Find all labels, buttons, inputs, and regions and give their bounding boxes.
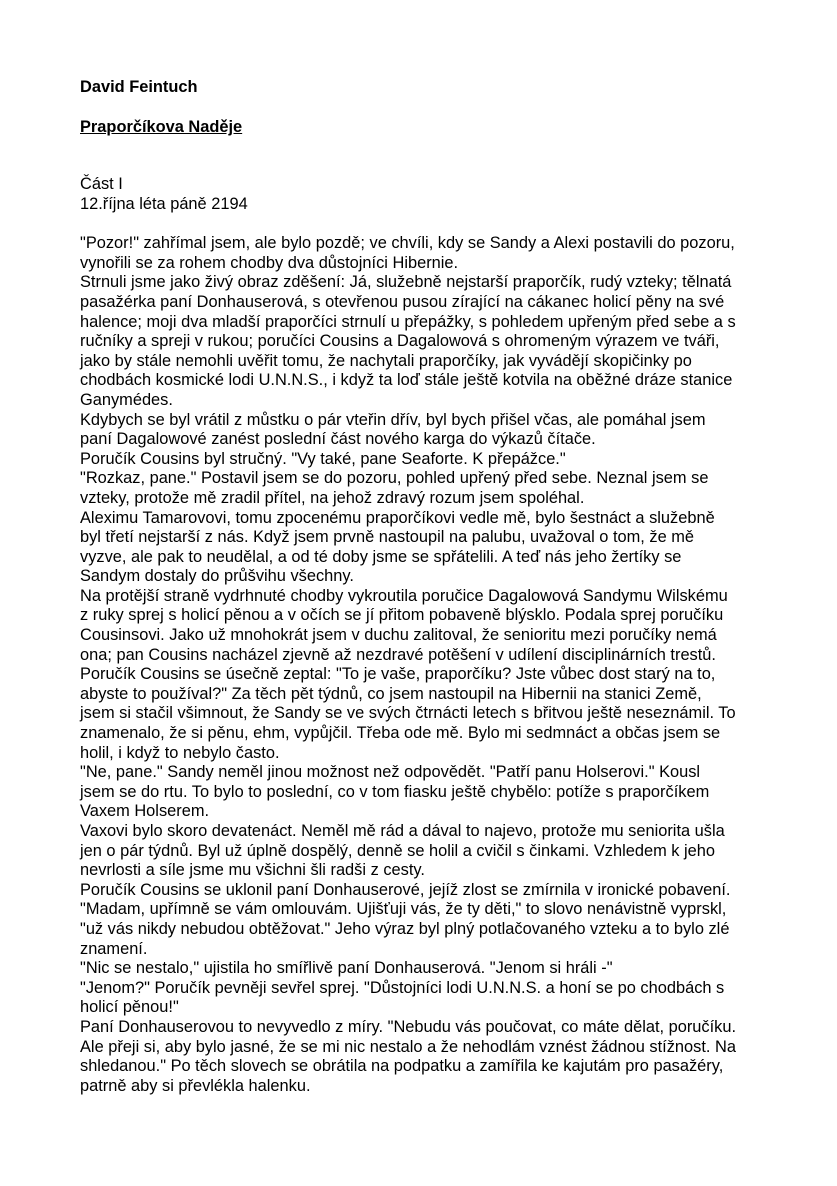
paragraph: "Pozor!" zahřímal jsem, ale bylo pozdě; ve chvíli, kdy se Sandy a Alexi postavili do pozoru, vynořili se za rohem chodby dva důstojníci Hibernie.	[80, 234, 735, 272]
paragraph: Vaxovi bylo skoro devatenáct. Neměl mě rád a dával to najevo, protože mu seniorita ušla jen o pár týdnů. Byl už úplně dospělý, denně se holil a cvičil s činkami. Vzhledem k jeho nevrlosti a síle jsme mu všichni šli radši z cesty.	[80, 822, 725, 880]
paragraph: "Jenom?" Poručík pevněji sevřel sprej. "Důstojníci lodi U.N.N.S. a honí se po chodbách s holicí pěnou!"	[80, 978, 725, 1017]
paragraph: Kdybych se byl vrátil z můstku o pár vteřin dřív, byl bych přišel včas, ale pomáhal jsem paní Dagalowové zanést poslední část nového karga do výkazů čítače.	[80, 410, 706, 449]
paragraph: Poručík Cousins byl stručný. "Vy také, pane Seaforte. K přepážce."	[80, 449, 566, 468]
paragraph: Paní Donhauserovou to nevyvedlo z míry. "Nebudu vás poučovat, co máte dělat, poručíku. Ale přeji si, aby bylo jasné, že se mi nic nestalo a že nehodlám vznést žádnou stížnost. Na shledanou." Po těch slovech se obrátila na podpatku a zamířila ke kajutám pro pasažéry, patrně aby si převlékla halenku.	[80, 1017, 737, 1095]
part-heading: Část I	[80, 175, 123, 193]
paragraph: Strnuli jsme jako živý obraz zděšení: Já, služebně nejstarší praporčík, rudý vzteky; tělnatá pasažérka paní Donhauserová, s otevřenou pusou zírající na cákanec holicí pěny na své halence; moji dva mladší praporčíci strnulí u přepážky, s pohledem upřeným před sebe a s ručníky a spreji v rukou; poručíci Cousins a Dagalowová s ohromeným výrazem ve tváři, jako by stále nemohli uvěřit tomu, že nachytali praporčíky, jak vyvádějí skopičinky po chodbách kosmické lodi U.N.N.S., i když ta loď stále ještě kotvila na oběžné dráze stanice Ganymédes.	[80, 273, 736, 409]
paragraph: Poručík Cousins se úsečně zeptal: "To je vaše, praporčíku? Jste vůbec dost starý na to, abyste to používal?" Za těch pět týdnů, co jsem nastoupil na Hibernii na stanici Země, jsem si stačil všimnout, že Sandy se ve svých čtrnácti letech s břitvou ještě neseznámil. To znamenalo, že si pěnu, ehm, vypůjčil. Třeba ode mě. Bylo mi sedmnáct a občas jsem se holil, i když to nebylo často.	[80, 665, 736, 762]
book-title: Praporčíkova Naděje	[80, 118, 243, 136]
document-page	[80, 78, 780, 1096]
paragraph: Na protější straně vydrhnuté chodby vykroutila poručice Dagalowová Sandymu Wilskému z ruky sprej s holicí pěnou a v očích se jí přitom pobaveně blýsklo. Podala sprej poručíku Cousinsovi. Jako už mnohokrát jsem v duchu zalitoval, že senioritu mezi poručíky nemá ona; pan Cousins nacházel zjevně až nezdravé potěšení v udílení disciplinárních trestů.	[80, 586, 728, 664]
body-text	[80, 234, 780, 1096]
author-name: David Feintuch	[80, 78, 198, 96]
paragraph: Aleximu Tamarovovi, tomu zpocenému praporčíkovi vedle mě, bylo šestnáct a služebně byl třetí nejstarší z nás. Když jsem prvně nastoupil na palubu, uvažoval o tom, že mě vyzve, ale pak to neudělal, a od té doby jsme se spřátelili. A teď nás jeho žertíky se Sandym dostaly do průšvihu všechny.	[80, 508, 715, 586]
paragraph: Poručík Cousins se uklonil paní Donhauserové, jejíž zlost se zmírnila v ironické pobavení. "Madam, upřímně se vám omlouvám. Ujišťuji vás, že ty děti," to slovo nenávistně vyprskl, "už vás nikdy nebudou obtěžovat." Jeho výraz byl plný potlačovaného vzteku a to bylo zlé znamení.	[80, 880, 731, 958]
paragraph: "Nic se nestalo," ujistila ho smířlivě paní Donhauserová. "Jenom si hráli -"	[80, 959, 613, 978]
chapter-date: 12.října léta páně 2194	[80, 194, 248, 213]
paragraph: "Rozkaz, pane." Postavil jsem se do pozoru, pohled upřený před sebe. Neznal jsem se vzteky, protože mě zradil přítel, na jehož zdravý rozum jsem spoléhal.	[80, 469, 709, 507]
paragraph: "Ne, pane." Sandy neměl jinou možnost než odpovědět. "Patří panu Holserovi." Kousl jsem se do rtu. To bylo to poslední, co v tom fiasku ještě chybělo: potíže s praporčíkem Vaxem Holserem.	[80, 763, 710, 821]
